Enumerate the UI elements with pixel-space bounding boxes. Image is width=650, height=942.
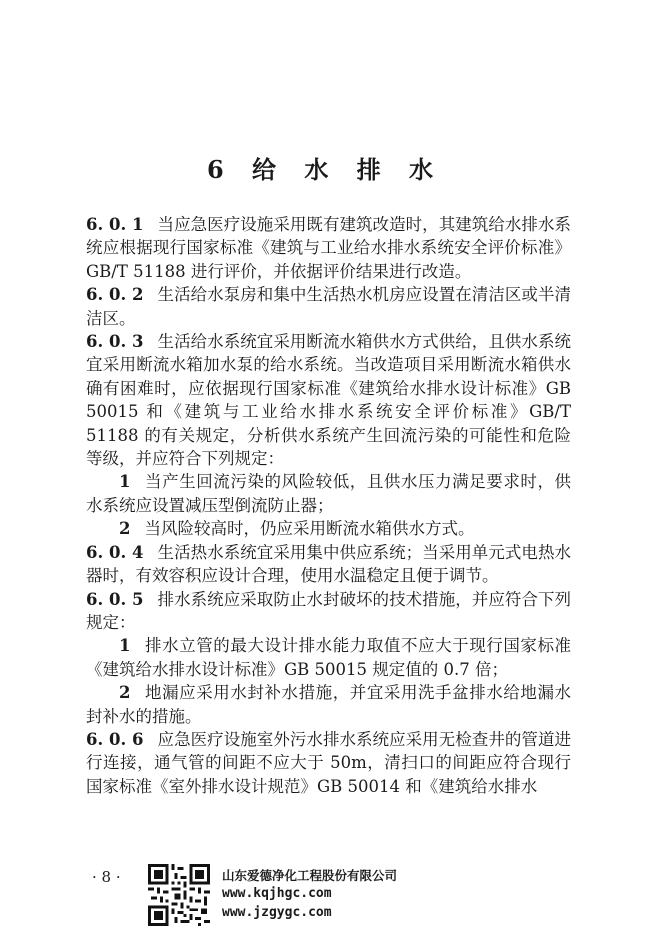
item-text: 当风险较高时，仍应采用断流水箱供水方式。 (144, 519, 475, 539)
clause-number: 6. 0. 2 (86, 285, 144, 305)
item-number: 1 (119, 636, 131, 656)
clause-text: 排水系统应采取防止水封破坏的技术措施，并应符合下列规定： (86, 589, 571, 632)
website-link[interactable]: www.jzgygc.com (222, 905, 332, 920)
clause (86, 588, 571, 635)
clause (86, 330, 571, 470)
clause-text: 生活热水系统宜采用集中供应系统；当采用单元式电热水器时，有效容积应设计合理，使用水温稳定且便于调节。 (86, 542, 571, 586)
item-number: 2 (119, 519, 131, 539)
page-number: · 8 · (92, 868, 121, 886)
clause-number: 6. 0. 4 (86, 542, 144, 562)
clause (86, 728, 571, 798)
clause-number: 6. 0. 1 (86, 215, 144, 234)
item-text: 地漏应采用水封补水措施，并宜采用洗手盆排水给地漏水封补水的措施。 (86, 683, 571, 726)
clause-text: 应急医疗设施室外污水排水系统应采用无检查井的管道进行连接，通气管的间距不应大于 50m，清扫口的间距应符合现行国家标准《室外排水设计规范》GB 50014 和《建筑给水排水 (86, 729, 571, 796)
clause-item (86, 470, 571, 517)
clause (86, 541, 571, 588)
clause (86, 283, 571, 330)
website-link[interactable]: www.kqjhgc.com (222, 886, 332, 901)
page-footer (86, 862, 586, 932)
body-text (86, 213, 571, 798)
company-name: 山东爱德净化工程股份有限公司 (222, 868, 398, 883)
clause (86, 213, 571, 283)
item-text: 排水立管的最大设计排水能力取值不应大于现行国家标准《建筑给水排水设计标准》GB 50015 规定值的 0.7 倍； (86, 636, 571, 679)
chapter-title: 6 给 水 排 水 (206, 155, 444, 184)
clause-item (86, 634, 571, 681)
clause-item (86, 681, 571, 728)
qr-code-icon (148, 864, 210, 926)
clause-number: 6. 0. 6 (86, 729, 144, 749)
item-number: 1 (119, 472, 131, 492)
clause-text: 当应急医疗设施采用既有建筑改造时，其建筑给水排水系统应根据现行国家标准《建筑与工业给水排水系统安全评价标准》GB/T 51188 进行评价，并依据评价结果进行改造。 (86, 215, 571, 281)
clause-number: 6. 0. 3 (86, 332, 144, 352)
clause-text: 生活给水泵房和集中生活热水机房应设置在清洁区或半清洁区。 (86, 285, 571, 328)
clause-item (86, 517, 571, 540)
item-number: 2 (119, 683, 131, 703)
item-text: 当产生回流污染的风险较低，且供水压力满足要求时，供水系统应设置减压型倒流防止器； (86, 472, 571, 515)
clause-text: 生活给水系统宜采用断流水箱供水方式供给，且供水系统宜采用断流水箱加水泵的给水系统。当改造项目采用断流水箱供水确有困难时，应依据现行国家标准《建筑给水排水设计标准》GB 50015 和《建筑与工业给水排水系统安全评价标准》GB/T 51188 的有关规定，分析供水系统产生回流污染的可能性和危险等级，并应符合下列规定： (86, 332, 571, 469)
clause-number: 6. 0. 5 (86, 589, 144, 609)
